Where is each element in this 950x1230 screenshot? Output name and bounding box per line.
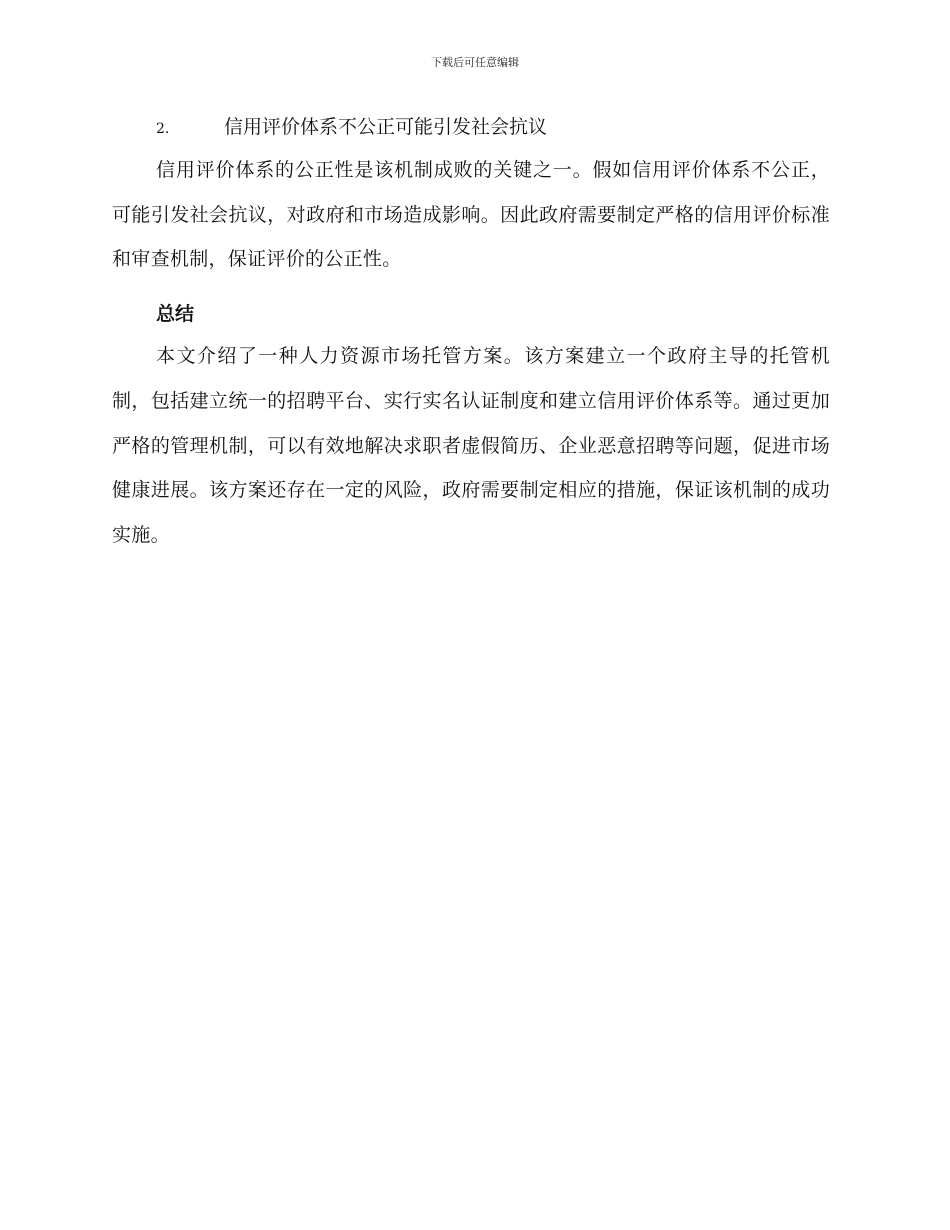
section-number: 2. (156, 121, 170, 137)
summary-heading: 总结 (156, 303, 195, 326)
document-body (112, 112, 830, 558)
page-header: 下载后可任意编辑 (431, 56, 519, 69)
section-title: 信用评价体系不公正可能引发社会抗议 (224, 116, 548, 138)
section-heading (112, 112, 830, 148)
section-paragraph: 信用评价体系的公正性是该机制成败的关键之一。假如信用评价体系不公正，可能引发社会抗议，对政府和市场造成影响。因此政府需要制定严格的信用评价标准和审查机制，保证评价的公正性。 (112, 159, 830, 271)
summary-paragraph: 本文介绍了一种人力资源市场托管方案。该方案建立一个政府主导的托管机制，包括建立统一的招聘平台、实行实名认证制度和建立信用评价体系等。通过更加严格的管理机制，可以有效地解决求职者虚假简历、企业恶意招聘等问题，促进市场健康进展。该方案还存在一定的风险，政府需要制定相应的措施，保证该机制的成功实施。 (112, 345, 830, 546)
